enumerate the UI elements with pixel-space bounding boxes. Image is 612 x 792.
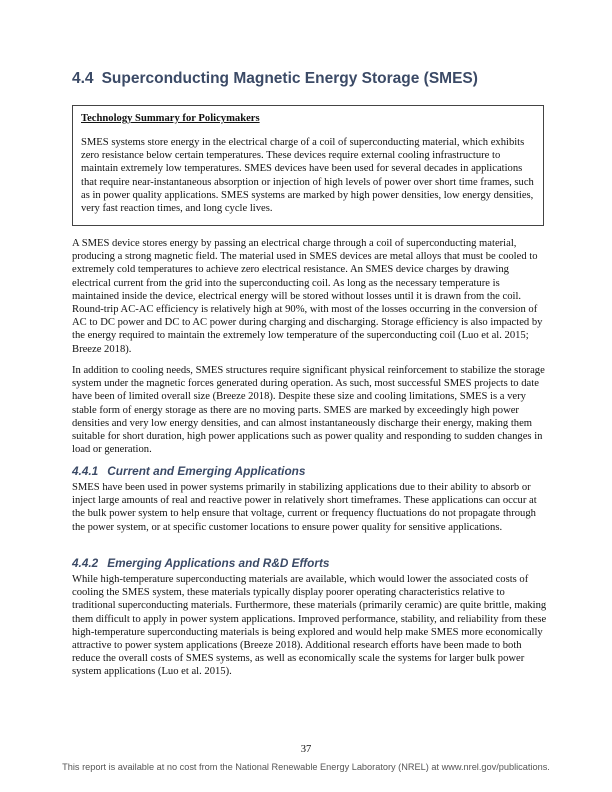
page-number: 37 (300, 744, 312, 755)
section-title: Superconducting Magnetic Energy Storage (SMES) (101, 70, 478, 87)
subsection-title: Current and Emerging Applications (107, 464, 306, 478)
section-heading (72, 70, 478, 88)
summary-box-title: Technology Summary for Policymakers (81, 113, 260, 124)
body-paragraph-2: In addition to cooling needs, SMES structures require significant physical reinforcement to stabilize the storage system under the magnetic forces generated during operation. As such, most successful SMES projects to date have been of limited overall size (Breeze 2018). Despite these size and cooling limitations, SMES is a very stable form of energy storage as there are no moving parts. SMES are marked by exceedingly high power densities and very low energy densities, and can almost instantaneously discharge their energy, making them suitable for short duration, high power applications such as power quality and responding to sudden changes in load or generation. (72, 365, 545, 456)
section-number: 4.4 (72, 70, 94, 87)
subsection-heading-4-4-1 (72, 464, 305, 478)
summary-box-text: SMES systems store energy in the electrical charge of a coil of superconducting material, which exhibits zero resistance below certain temperatures. These devices require external cooling infrastructure to maintain extremely low temperatures. SMES devices have been used for several decades in applications that require near-instantaneous absorption or injection of high levels of power over short time frames, such as in power quality applications. SMES systems are marked by high power densities, low energy densities, very fast reaction times, and long cycle lives. (81, 137, 534, 215)
body-paragraph-1: A SMES device stores energy by passing an electrical charge through a coil of superconducting material, producing a strong magnetic field. The material used in SMES devices are metal alloys that must be cooled to extremely cold temperatures to achieve zero electrical resistance. An SMES device charges by drawing electrical current from the grid into the superconducting coil. As long as the necessary temperature is maintained inside the device, electrical energy will be stored without losses until it is drawn from the coil. Round-trip AC-AC efficiency is relatively high at 90%, with most of the losses occurring in the conversion of AC to DC power and DC to AC power during charging and discharging. Storage efficiency is also impacted by the energy required to maintain the extremely low temperature of the superconducting coil (Luo et al. 2015; Breeze 2018). (72, 238, 543, 355)
subsection-paragraph-4-4-1: SMES have been used in power systems primarily in stabilizing applications due to their ability to absorb or inject large amounts of real and reactive power in relatively short timeframes. These applications can occur at the bulk power system to help ensure that voltage, current or frequency fluctuations do not propagate through the power system, or at specific customer locations to ensure power quality for sensitive applications. (72, 482, 537, 533)
subsection-paragraph-4-4-2: While high-temperature superconducting materials are available, which would lower the associated costs of cooling the SMES system, these materials typically display poorer operating characteristics relative to traditional superconducting materials. Furthermore, these materials (primarily ceramic) are quite brittle, making them difficult to apply in power system applications. Improved performance, stability, and reliability from these high-temperature superconducting materials is being explored and would help make SMES more economically attractive to power system applications (Breeze 2018). Additional research efforts have been made to both reduce the overall costs of SMES systems, as well as economically scale the systems for larger bulk power system applications (Luo et al. 2015). (72, 574, 547, 678)
technology-summary-box (72, 105, 544, 226)
subsection-number: 4.4.2 (72, 556, 99, 570)
subsection-number: 4.4.1 (72, 464, 99, 478)
subsection-title: Emerging Applications and R&D Efforts (107, 556, 330, 570)
footer-availability-note: This report is available at no cost from the National Renewable Energy Laboratory (NREL) at www.nrel.gov/publications. (62, 762, 550, 772)
subsection-heading-4-4-2 (72, 556, 329, 570)
